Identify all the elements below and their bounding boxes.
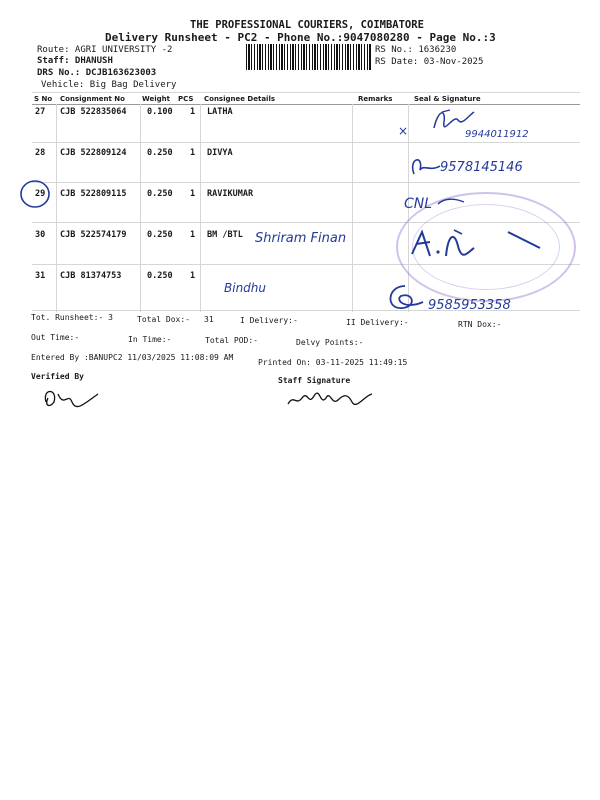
row-pcs: 1 <box>190 271 196 281</box>
col-seal-signature: Seal & Signature <box>414 95 481 103</box>
total-pod: Total POD:- <box>205 336 258 345</box>
cnl-stroke <box>436 196 466 208</box>
col-pcs: PCS <box>178 95 194 103</box>
tick-mark: × <box>398 124 409 138</box>
handwritten-cnl: CNL <box>404 196 433 212</box>
company-title: THE PROFESSIONAL COURIERS, COIMBATORE <box>190 19 424 31</box>
total-dox-label: Total Dox:- <box>137 315 190 324</box>
row-sno: 31 <box>35 271 46 281</box>
col-remarks: Remarks <box>358 95 393 103</box>
verifier-signature <box>40 384 102 412</box>
row-pcs: 1 <box>190 148 196 158</box>
rs-date: RS Date: 03-Nov-2025 <box>375 57 484 67</box>
total-dox-value: 31 <box>204 315 214 324</box>
row-sno: 30 <box>35 230 46 240</box>
in-time: In Time:- <box>128 335 172 344</box>
row-consignment: CJB 81374753 <box>60 271 122 281</box>
row-pcs: 1 <box>190 107 196 117</box>
barcode <box>246 44 371 70</box>
row-consignment: CJB 522835064 <box>60 107 127 117</box>
row-weight: 0.250 <box>147 189 173 199</box>
handwritten-phone2: 9578145146 <box>440 160 523 175</box>
handwritten-phone1: 9944011912 <box>465 129 529 140</box>
rtn-dox: RTN Dox:- <box>458 320 502 329</box>
staff-label: Staff: DHANUSH <box>37 56 113 66</box>
out-time: Out Time:- <box>31 333 80 342</box>
handwritten-name-row30: Shriram Finan <box>255 231 347 246</box>
row-weight: 0.250 <box>147 271 173 281</box>
row-consignment: CJB 522574179 <box>60 230 127 240</box>
col-sno: S No <box>34 95 53 103</box>
row-consignee: RAVIKUMAR <box>207 189 254 199</box>
row-sno: 29 <box>35 189 46 199</box>
ii-delivery: II Delivery:- <box>346 318 409 327</box>
col-consignment: Consignment No <box>60 95 125 103</box>
dash-mark <box>504 226 544 252</box>
handwritten-name-row31: Bindhu <box>224 281 266 295</box>
col-weight: Weight <box>142 95 170 103</box>
staff-signature <box>286 386 376 410</box>
runsheet-subtitle: Delivery Runsheet - PC2 - Phone No.:9047080280 - Page No.:3 <box>105 31 496 44</box>
col-consignee: Consignee Details <box>204 95 276 103</box>
row-weight: 0.250 <box>147 148 173 158</box>
entered-by: Entered By :BANUPC2 11/03/2025 11:08:09 AM <box>31 353 234 362</box>
row-pcs: 1 <box>190 230 196 240</box>
row-weight: 0.100 <box>147 107 173 117</box>
i-delivery: I Delivery:- <box>240 316 298 325</box>
row-weight: 0.250 <box>147 230 173 240</box>
row-pcs: 1 <box>190 189 196 199</box>
row-consignment: CJB 522809124 <box>60 148 127 158</box>
tot-runsheet: Tot. Runsheet:- 3 <box>31 313 113 322</box>
handwritten-phone3: 9585953358 <box>428 298 511 313</box>
row-consignment: CJB 522809115 <box>60 189 127 199</box>
row-consignee: LATHA <box>207 107 233 117</box>
signature-row30 <box>408 226 478 262</box>
signature-row31 <box>383 280 427 316</box>
delvy-points: Delvy Points:- <box>296 338 364 347</box>
row-sno: 28 <box>35 148 46 158</box>
circle-mark <box>18 178 52 210</box>
printed-on: Printed On: 03-11-2025 11:49:15 <box>258 358 408 367</box>
row-consignee: BM /BTL <box>207 230 243 240</box>
signature-row28 <box>406 154 442 180</box>
row-consignee: DIVYA <box>207 148 233 158</box>
vehicle-label: Vehicle: Big Bag Delivery <box>41 80 177 90</box>
route-label: Route: AGRI UNIVERSITY -2 <box>37 45 173 55</box>
staff-signature-label: Staff Signature <box>278 376 351 385</box>
drs-number: DRS No.: DCJB163623003 <box>37 68 157 78</box>
verified-by-label: Verified By <box>31 372 84 381</box>
rs-number: RS No.: 1636230 <box>375 45 457 55</box>
row-sno: 27 <box>35 107 46 117</box>
